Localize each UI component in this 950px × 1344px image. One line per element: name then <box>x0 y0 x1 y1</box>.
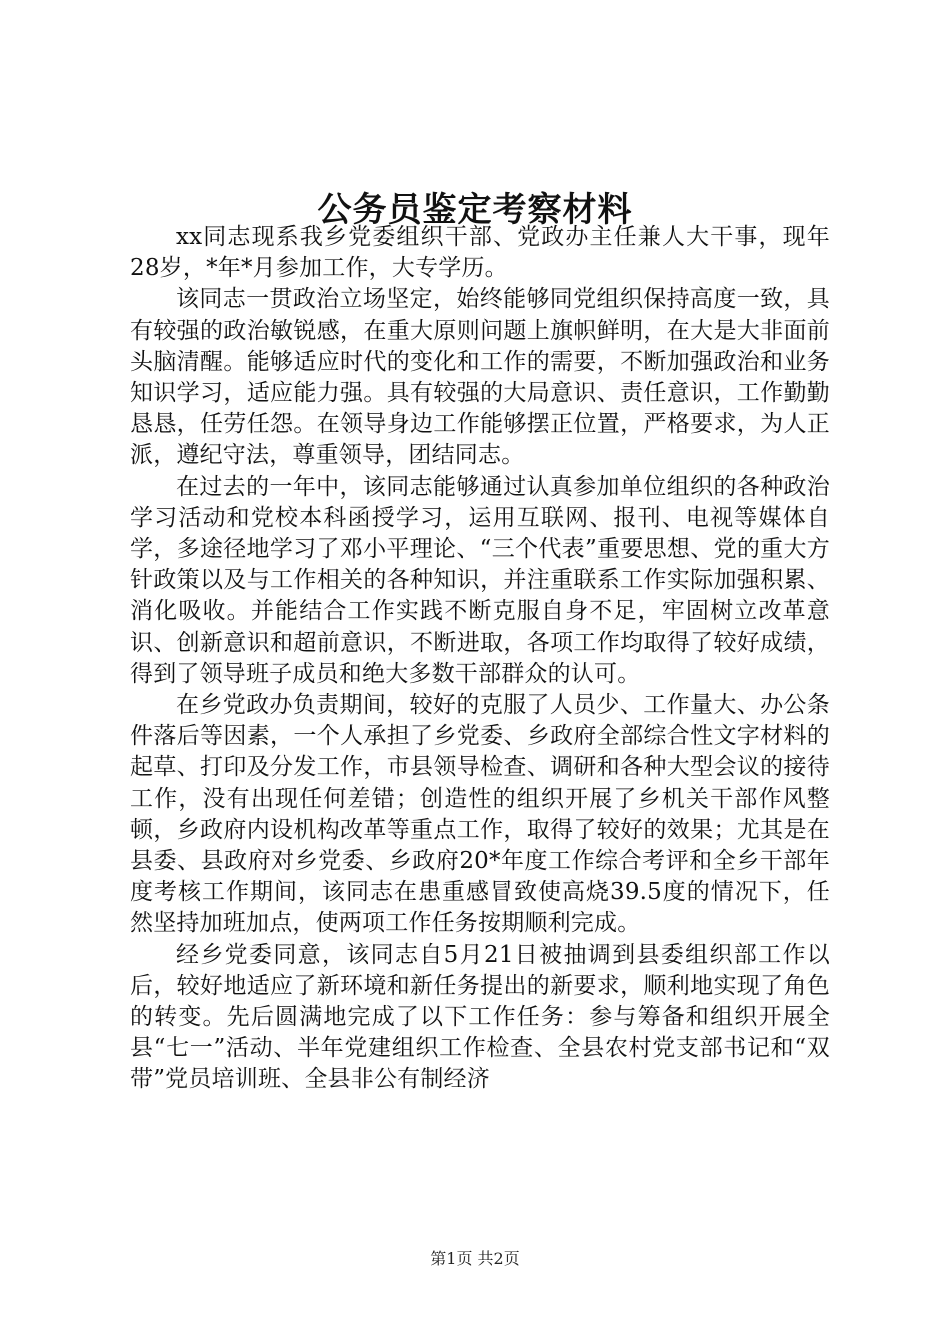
paragraph: 在乡党政办负责期间，较好的克服了人员少、工作量大、办公条件落后等因素，一个人承担了乡党委、乡政府全部综合性文字材料的起草、打印及分发工作，市县领导检查、调研和各种大型会议的接待工作，没有出现任何差错；创造性的组织开展了乡机关干部作风整顿，乡政府内设机构改革等重点工作，取得了较好的效果；尤其是在县委、县政府对乡党委、乡政府20*年度工作综合考评和全乡干部年度考核工作期间，该同志在患重感冒致使高烧39.5度的情况下，任然坚持加班加点，使两项工作任务按期顺利完成。 <box>130 692 830 937</box>
document-title: 公务员鉴定考察材料 <box>317 190 633 230</box>
paragraph: 在过去的一年中，该同志能够通过认真参加单位组织的各种政治学习活动和党校本科函授学习，运用互联网、报刊、电视等媒体自学，多途径地学习了邓小平理论、“三个代表”重要思想、党的重大方针政策以及与工作相关的各种知识，并注重联系工作实际加强积累、消化吸收。并能结合工作实践不断克服自身不足，牢固树立改革意识、创新意识和超前意识，不断进取，各项工作均取得了较好成绩，得到了领导班子成员和绝大多数干部群众的认可。 <box>130 473 830 687</box>
paragraph: xx同志现系我乡党委组织干部、党政办主任兼人大干事，现年28岁，*年*月参加工作，大专学历。 <box>130 224 830 282</box>
page-footer: 第1页 共2页 <box>430 1249 520 1268</box>
paragraph: 经乡党委同意，该同志自5月21日被抽调到县委组织部工作以后，较好地适应了新环境和新任务提出的新要求，顺利地实现了角色的转变。先后圆满地完成了以下工作任务：参与筹备和组织开展全县“七一”活动、半年党建组织工作检查、全县农村党支部书记和“双带”党员培训班、全县非公有制经济 <box>130 941 830 1093</box>
paragraph: 该同志一贯政治立场坚定，始终能够同党组织保持高度一致，具有较强的政治敏锐感，在重大原则问题上旗帜鲜明，在大是大非面前头脑清醒。能够适应时代的变化和工作的需要，不断加强政治和业务知识学习，适应能力强。具有较强的大局意识、责任意识，工作勤勤恳恳，任劳任怨。在领导身边工作能够摆正位置，严格要求，为人正派，遵纪守法，尊重领导，团结同志。 <box>130 286 830 469</box>
document-body <box>130 222 830 1096</box>
